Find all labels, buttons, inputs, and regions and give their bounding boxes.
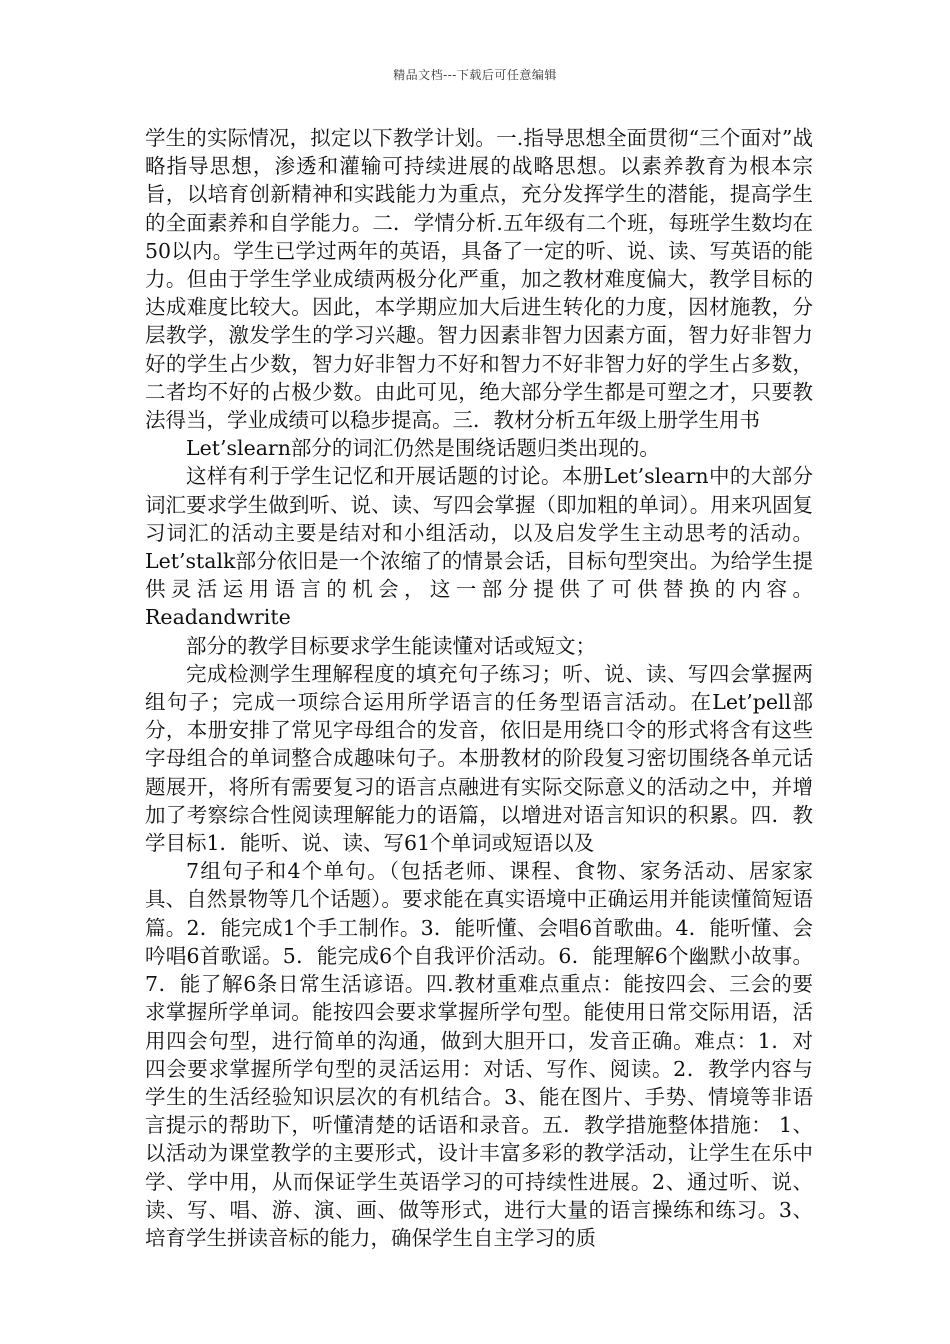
paragraph-3: 这样有利于学生记忆和开展话题的讨论。本册Let’slearn中的大部分词汇要求学生做到听、说、读、写四会掌握（即加粗的单词）。用来巩固复习词汇的活动主要是结对和小组活动，以及启发学生主动思考的活动。Let’stalk部分依旧是一个浓缩了的情景会话，目标句型突出。为给学生提供灵活运用语言的机会，这一部分提供了可供替换的内容。Readandwrite bbox=[145, 464, 813, 630]
paragraph-2: Let’slearn部分的词汇仍然是围绕话题归类出现的。 bbox=[186, 436, 660, 461]
paragraph-5: 完成检测学生理解程度的填充句子练习；听、说、读、写四会掌握两组句子；完成一项综合运用所学语言的任务型语言活动。在Let’pell部分，本册安排了常见字母组合的发音，依旧是用绕口令的形式将含有这些字母组合的单词整合成趣味句子。本册教材的阶段复习密切围绕各单元话题展开，将所有需要复习的语言点融进有实际交际意义的活动之中，并增加了考察综合性阅读理解能力的语篇，以增进对语言知识的积累。四．教学目标1．能听、说、读、写61个单词或短语以及 bbox=[145, 661, 813, 856]
page-header: 精品文档---下载后可任意编辑 bbox=[393, 68, 557, 82]
document-body bbox=[145, 124, 813, 1252]
paragraph-1: 学生的实际情况，拟定以下教学计划。一.指导思想全面贯彻“三个面对”战略指导思想，渗透和灌输可持续进展的战略思想。以素养教育为根本宗旨，以培育创新精神和实践能力为重点，充分发挥学生的潜能，提高学生的全面素养和自学能力。二．学情分析.五年级有二个班，每班学生数均在50以内。学生已学过两年的英语，具备了一定的听、说、读、写英语的能力。但由于学生学业成绩两极分化严重，加之教材难度偏大，教学目标的达成难度比较大。因此，本学期应加大后进生转化的力度，因材施教，分层教学，激发学生的学习兴趣。智力因素非智力因素方面，智力好非智力好的学生占少数，智力好非智力不好和智力不好非智力好的学生占多数，二者均不好的占极少数。由此可见，绝大部分学生都是可塑之才，只要教法得当，学业成绩可以稳步提高。三．教材分析五年级上册学生用书 bbox=[145, 126, 813, 433]
paragraph-4: 部分的教学目标要求学生能读懂对话或短文； bbox=[186, 633, 596, 658]
paragraph-6: 7组句子和4个单句。（包括老师、课程、食物、家务活动、居家家具、自然景物等几个话题）。要求能在真实语境中正确运用并能读懂简短语篇。2．能完成1个手工制作。3．能听懂、会唱6首歌曲。4．能听懂、会吟唱6首歌谣。5．能完成6个自我评价活动。6．能理解6个幽默小故事。7．能了解6条日常生活谚语。四.教材重难点重点：能按四会、三会的要求掌握所学单词。能按四会要求掌握所学句型。能使用日常交际用语，活用四会句型，进行简单的沟通，做到大胆开口，发音正确。难点：1．对四会要求掌握所学句型的灵活运用：对话、写作、阅读。2．教学内容与学生的生活经验知识层次的有机结合。3、能在图片、手势、情境等非语言提示的帮助下，听懂清楚的话语和录音。五．教学措施整体措施： 1、以活动为课堂教学的主要形式，设计丰富多彩的教学活动，让学生在乐中学、学中用，从而保证学生英语学习的可持续性进展。2、通过听、说、读、写、唱、游、演、画、做等形式，进行大量的语言操练和练习。3、培育学生拼读音标的能力，确保学生自主学习的质 bbox=[145, 859, 813, 1250]
